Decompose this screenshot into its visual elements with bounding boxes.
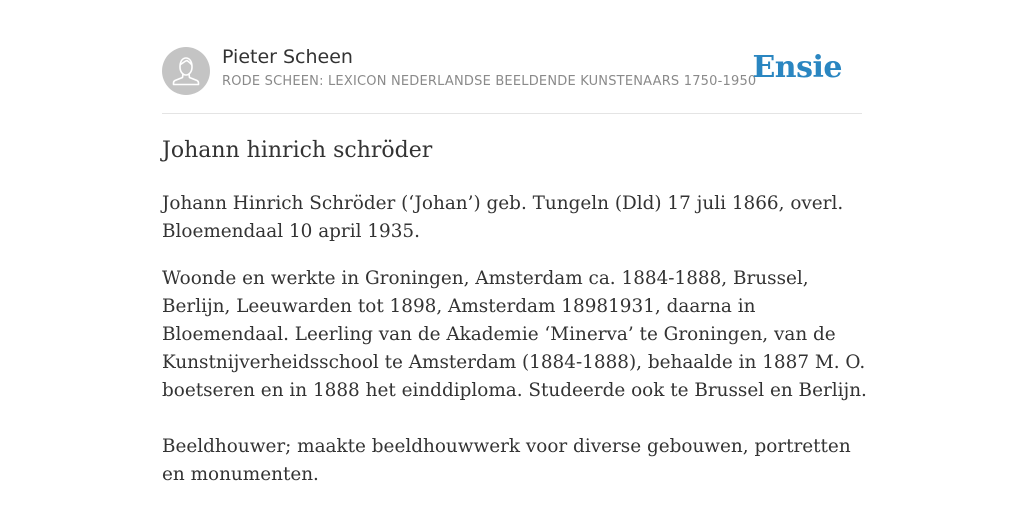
page-title: Johann hinrich schröder — [162, 138, 433, 163]
ensie-logo[interactable]: Ensie — [752, 50, 842, 85]
paragraph-work: Beeldhouwer; maakte beeldhouwwerk voor diverse gebouwen, portretten en monumenten. — [162, 436, 851, 485]
paragraph-biography: Woonde en werkte in Groningen, Amsterdam ca. 1884-1888, Brussel, Berlijn, Leeuwarden tot 1898, Amsterdam 18981931, daarna in Bloemendaal. Leerling van de Akademie ‘Minerva’ te Groningen, van de Kunstnijverheidsschool te Amsterdam (1884-1888), behaalde in 1887 M. O. boetseren en in 1888 het einddiploma. Studeerde ook te Brussel en Berlijn. — [162, 268, 867, 401]
paragraph-birth-death: Johann Hinrich Schröder (‘Johan’) geb. Tungeln (Dld) 17 juli 1866, overl. Bloemendaal 10 april 1935. — [162, 193, 844, 242]
source-name[interactable]: RODE SCHEEN: LEXICON NEDERLANDSE BEELDENDE KUNSTENAARS 1750-1950 — [222, 74, 757, 89]
article-body — [162, 190, 867, 508]
author-name[interactable]: Pieter Scheen — [222, 46, 353, 68]
author-avatar[interactable] — [162, 47, 210, 95]
article-header — [162, 44, 862, 114]
user-silhouette-icon — [162, 47, 210, 95]
